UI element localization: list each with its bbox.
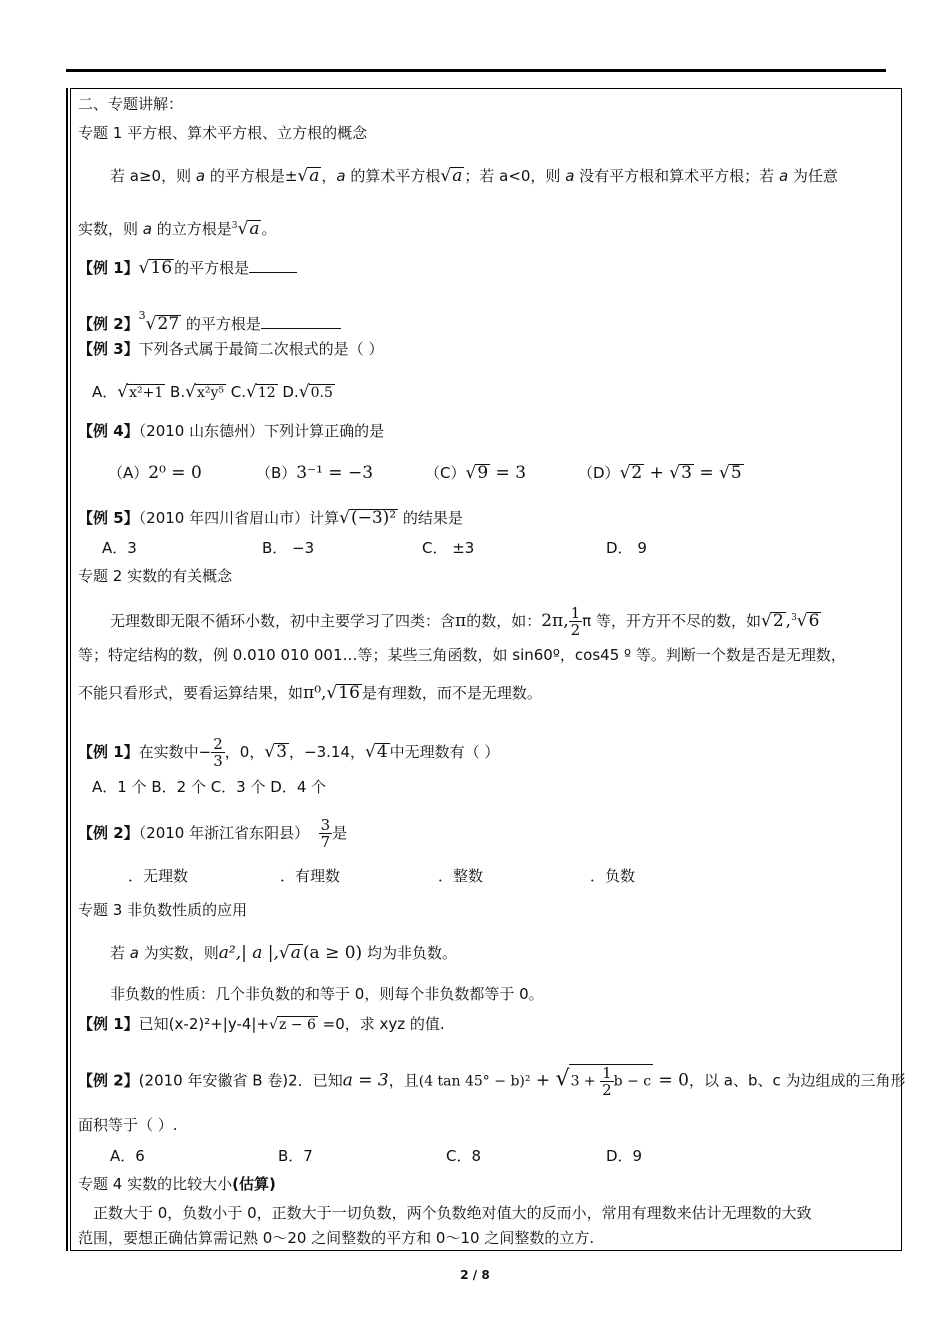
topic2-paragraph-line2: 等；特定结构的数，例 0.010 010 001…等；某些三角函数，如 sin60º，cos45 º 等。判断一个数是否是无理数， xyxy=(78,646,846,664)
page-number: 2 / 8 xyxy=(460,1268,490,1282)
topic1-example2: 【例 2】$^3$√27 的平方根是 xyxy=(78,306,341,334)
topic3-example2: 【例 2】(2010 年安徽省 B 卷)2．已知a = 3，且(4 tan 45° − b)² + √3 + $\frac{1}{2}$ b − c = 0，以 a、b、c 为边组成的三角形 xyxy=(78,1064,906,1099)
topic3-paragraph-line1: 若 a 为实数，则a²,| a |,√a (a ≥ 0) 均为非负数。 xyxy=(110,943,457,963)
topic1-example5-option-c: C． ±3 xyxy=(422,539,475,557)
topic2-example2: 【例 2】（2010 年浙江省东阳县） $\frac{3}{7}$ 是 xyxy=(78,816,348,851)
topic1-example4-option-b: （B）3⁻¹ = −3 xyxy=(256,463,374,483)
topic1-definition-line1: 若 a≥0，则 a 的平方根是±√a ，a 的算术平方根√a ；若 a<0，则 a 没有平方根和算术平方根；若 a 为任意 xyxy=(110,166,838,186)
topic3-example2-option-a: A．6 xyxy=(110,1147,145,1165)
topic3-paragraph-line2: 非负数的性质：几个非负数的和等于 0，则每个非负数都等于 0。 xyxy=(110,985,544,1003)
topic1-example1: 【例 1】√16 的平方根是 xyxy=(78,258,297,278)
left-border-line xyxy=(66,88,68,1251)
topic3-example1: 【例 1】已知(x-2)²+|y-4|+√z − 6 =0，求 xyz 的值. xyxy=(78,1015,445,1033)
topic2-example2-option-4: ．负数 xyxy=(590,867,636,885)
topic1-example3: 【例 3】下列各式属于最简二次根式的是（ ） xyxy=(78,340,384,358)
topic1-example4-option-a: （A）2⁰ = 0 xyxy=(108,463,202,483)
topic1-example4: 【例 4】（2010 山东德州）下列计算正确的是 xyxy=(78,422,385,440)
topic2-example2-option-1: ．无理数 xyxy=(128,867,189,885)
section-title: 二、专题讲解： xyxy=(78,95,184,113)
topic4-paragraph-line2: 范围，要想正确估算需记熟 0～20 之间整数的平方和 0～10 之间整数的立方. xyxy=(78,1229,595,1247)
topic4-paragraph-line1: 正数大于 0，负数小于 0，正数大于一切负数，两个负数绝对值大的反而小，常用有理数来估计无理数的大致 xyxy=(93,1204,812,1222)
topic3-example2-option-c: C．8 xyxy=(446,1147,482,1165)
topic1-example5-option-d: D． 9 xyxy=(606,539,647,557)
topic1-example5-option-b: B． −3 xyxy=(262,539,315,557)
topic1-title: 专题 1 平方根、算术平方根、立方根的概念 xyxy=(78,124,368,142)
topic2-example1: 【例 1】在实数中− $\frac{2}{3}$ ，0，√3 ，−3.14，√4 中无理数有（ ） xyxy=(78,735,500,770)
topic4-title: 专题 4 实数的比较大小(估算) xyxy=(78,1175,276,1193)
topic1-example5: 【例 5】（2010 年四川省眉山市）计算√(−3)² 的结果是 xyxy=(78,508,463,528)
topic2-paragraph-line1: 无理数即无限不循环小数，初中主要学习了四类：含π的数，如：2π, $\frac{1}{2}$ π 等，开方开不尽的数，如√2 ,$^3$√6 xyxy=(110,604,820,639)
topic3-example2-option-b: B．7 xyxy=(278,1147,313,1165)
topic1-definition-line2: 实数，则 a 的立方根是$^3$√a 。 xyxy=(78,219,277,239)
topic1-example4-option-d: （D）√2 + √3 = √5 xyxy=(578,463,742,483)
header-rule xyxy=(66,69,886,72)
topic2-example1-options: A．1 个 B．2 个 C．3 个 D．4 个 xyxy=(92,778,327,796)
topic3-title: 专题 3 非负数性质的应用 xyxy=(78,901,248,919)
topic1-example4-option-c: （C）√9 = 3 xyxy=(425,463,527,483)
topic2-example2-option-3: ．整数 xyxy=(438,867,484,885)
topic1-example5-option-a: A．3 xyxy=(102,539,137,557)
topic3-example2-option-d: D．9 xyxy=(606,1147,643,1165)
topic3-example2-line2: 面积等于（ ）. xyxy=(78,1116,178,1134)
topic2-paragraph-line3: 不能只看形式，要看运算结果，如π⁰,√16 是有理数，而不是无理数。 xyxy=(78,683,542,703)
topic2-example2-option-2: ．有理数 xyxy=(280,867,341,885)
topic2-title: 专题 2 实数的有关概念 xyxy=(78,567,233,585)
topic1-example3-options: A．√x²+1 B.√x²y⁵ C.√12 D.√0.5 xyxy=(92,382,333,402)
